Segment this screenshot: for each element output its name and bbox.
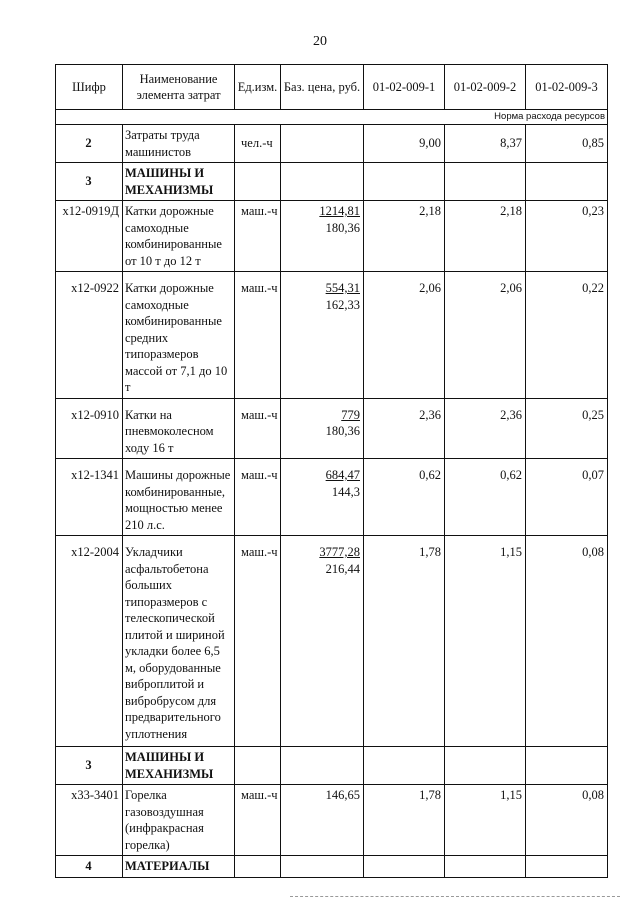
section-row xyxy=(56,747,608,785)
row-v1: 0,62 xyxy=(364,459,445,536)
row-v3: 0,25 xyxy=(526,398,608,459)
row-unit: маш.-ч xyxy=(235,785,281,856)
row-v1: 2,06 xyxy=(364,272,445,399)
page-number: 20 xyxy=(313,34,327,49)
section-num: 3 xyxy=(56,747,123,785)
row-code: х12-0919Д xyxy=(56,201,123,272)
norm-label-row xyxy=(56,110,608,125)
row-name: Катки дорожные самоходные комбинированные от 10 т до 12 т xyxy=(123,201,235,272)
row-code: х12-1341 xyxy=(56,459,123,536)
cost-norm-table xyxy=(55,64,608,878)
header-code: Шифр xyxy=(56,65,123,110)
header-unit: Ед.изм. xyxy=(235,65,281,110)
row-v1: 1,78 xyxy=(364,536,445,747)
row-name: Укладчики асфальтобетона больших типоразмеров с телескопической плитой и шириной укладки более 6,5 м, оборудованные виброплитой и вибробрусом для предварительного уплотнения xyxy=(123,536,235,747)
row-v2: 1,15 xyxy=(445,536,526,747)
row-name: Катки дорожные самоходные комбинированные средних типоразмеров массой от 7,1 до 10 т xyxy=(123,272,235,399)
row-unit: маш.-ч xyxy=(235,536,281,747)
labor-row xyxy=(56,125,608,163)
row-v3: 0,08 xyxy=(526,536,608,747)
row-v2: 2,18 xyxy=(445,201,526,272)
table-row xyxy=(56,459,608,536)
section-title: МАШИНЫ И МЕХАНИЗМЫ xyxy=(123,747,235,785)
row-unit: маш.-ч xyxy=(235,459,281,536)
row-v3: 0,22 xyxy=(526,272,608,399)
labor-name: Затраты труда машинистов xyxy=(123,125,235,163)
header-name: Наименование элемента затрат xyxy=(123,65,235,110)
row-price: 554,31 162,33 xyxy=(281,272,364,399)
header-col2: 01-02-009-2 xyxy=(445,65,526,110)
row-v1: 1,78 xyxy=(364,785,445,856)
page-edge-rule xyxy=(290,896,620,897)
table-row xyxy=(56,272,608,399)
labor-v3: 0,85 xyxy=(526,125,608,163)
header-col3: 01-02-009-3 xyxy=(526,65,608,110)
row-v2: 0,62 xyxy=(445,459,526,536)
table-row xyxy=(56,201,608,272)
section-row xyxy=(56,163,608,201)
row-v3: 0,23 xyxy=(526,201,608,272)
row-code: х12-2004 xyxy=(56,536,123,747)
section-num: 4 xyxy=(56,856,123,878)
row-v2: 2,06 xyxy=(445,272,526,399)
header-col1: 01-02-009-1 xyxy=(364,65,445,110)
row-price: 779 180,36 xyxy=(281,398,364,459)
row-code: х12-0922 xyxy=(56,272,123,399)
header-price: Баз. цена, руб. xyxy=(281,65,364,110)
row-price: 146,65 xyxy=(281,785,364,856)
row-v1: 2,36 xyxy=(364,398,445,459)
labor-unit: чел.-ч xyxy=(235,125,281,163)
table-row xyxy=(56,785,608,856)
labor-price xyxy=(281,125,364,163)
table-row xyxy=(56,536,608,747)
row-code: х12-0910 xyxy=(56,398,123,459)
row-unit: маш.-ч xyxy=(235,201,281,272)
row-name: Катки на пневмоколесном ходу 16 т xyxy=(123,398,235,459)
labor-v2: 8,37 xyxy=(445,125,526,163)
table-row xyxy=(56,398,608,459)
row-v2: 2,36 xyxy=(445,398,526,459)
norm-label: Норма расхода ресурсов xyxy=(56,110,608,125)
row-price: 3777,28 216,44 xyxy=(281,536,364,747)
section-num: 3 xyxy=(56,163,123,201)
labor-num: 2 xyxy=(56,125,123,163)
row-v1: 2,18 xyxy=(364,201,445,272)
section-row xyxy=(56,856,608,878)
section-title: МАТЕРИАЛЫ xyxy=(123,856,235,878)
row-v3: 0,07 xyxy=(526,459,608,536)
section-title: МАШИНЫ И МЕХАНИЗМЫ xyxy=(123,163,235,201)
row-price: 1214,81 180,36 xyxy=(281,201,364,272)
row-v2: 1,15 xyxy=(445,785,526,856)
row-unit: маш.-ч xyxy=(235,398,281,459)
row-unit: маш.-ч xyxy=(235,272,281,399)
row-price: 684,47 144,3 xyxy=(281,459,364,536)
row-code: х33-3401 xyxy=(56,785,123,856)
header-row xyxy=(56,65,608,110)
row-v3: 0,08 xyxy=(526,785,608,856)
row-name: Горелка газовоздушная (инфракрасная горелка) xyxy=(123,785,235,856)
labor-v1: 9,00 xyxy=(364,125,445,163)
row-name: Машины дорожные комбинированные, мощностью менее 210 л.с. xyxy=(123,459,235,536)
